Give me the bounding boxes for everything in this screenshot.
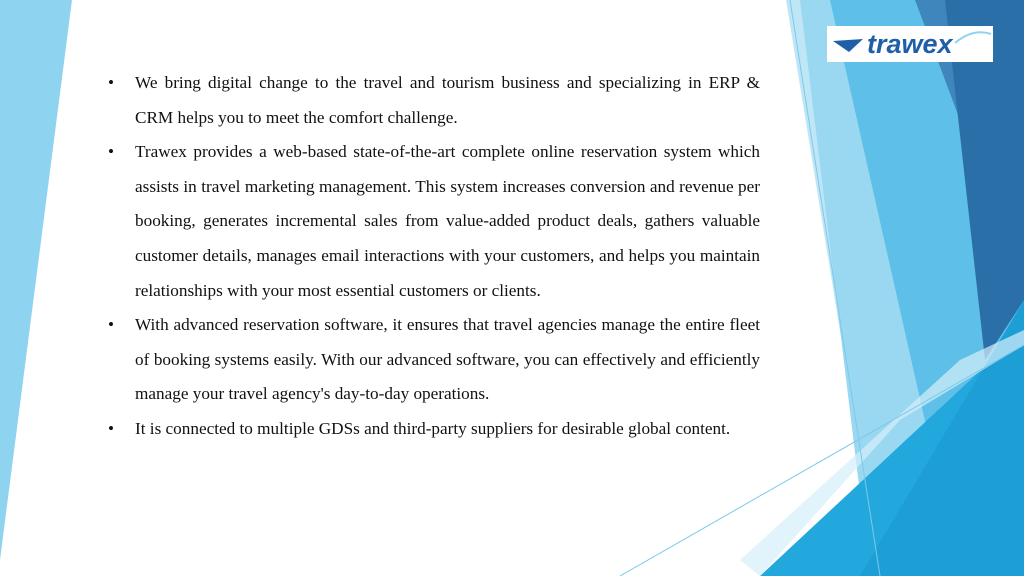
bullet-marker: •: [108, 418, 115, 438]
bullet-item: [108, 66, 760, 135]
logo-swoosh-icon: [955, 32, 991, 43]
bullet-marker: •: [108, 315, 115, 335]
logo-text: trawex: [867, 29, 953, 59]
bullet-item: [108, 412, 760, 447]
trawex-logo: [827, 26, 993, 62]
bullet-item: [108, 135, 760, 308]
left-stripe-shape: [0, 0, 72, 560]
bullet-text: With advanced reservation software, it ensures that travel agencies manage the entire fleet of booking systems easily. With our advanced software, you can effectively and efficiently manage your travel agency's day-to-day operations.: [135, 315, 760, 404]
bullet-marker: •: [108, 73, 115, 92]
logo-arrow-icon: [833, 39, 863, 52]
bullet-text: It is connected to multiple GDSs and third-party suppliers for desirable global content.: [135, 418, 731, 438]
bullet-item: [108, 308, 760, 412]
bullet-text: We bring digital change to the travel and tourism business and specializing in ERP & CRM helps you to meet the comfort challenge.: [135, 73, 760, 127]
bullet-text: Trawex provides a web-based state-of-the-art complete online reservation system which assists in travel marketing management. This system increases conversion and revenue per booking, generates incremental sales from value-added product deals, gathers valuable customer details, manages email interactions with your customers, and helps you maintain relationships with your most essential customers or clients.: [135, 142, 760, 300]
bullet-marker: •: [108, 142, 115, 162]
bullet-list: [108, 66, 760, 447]
